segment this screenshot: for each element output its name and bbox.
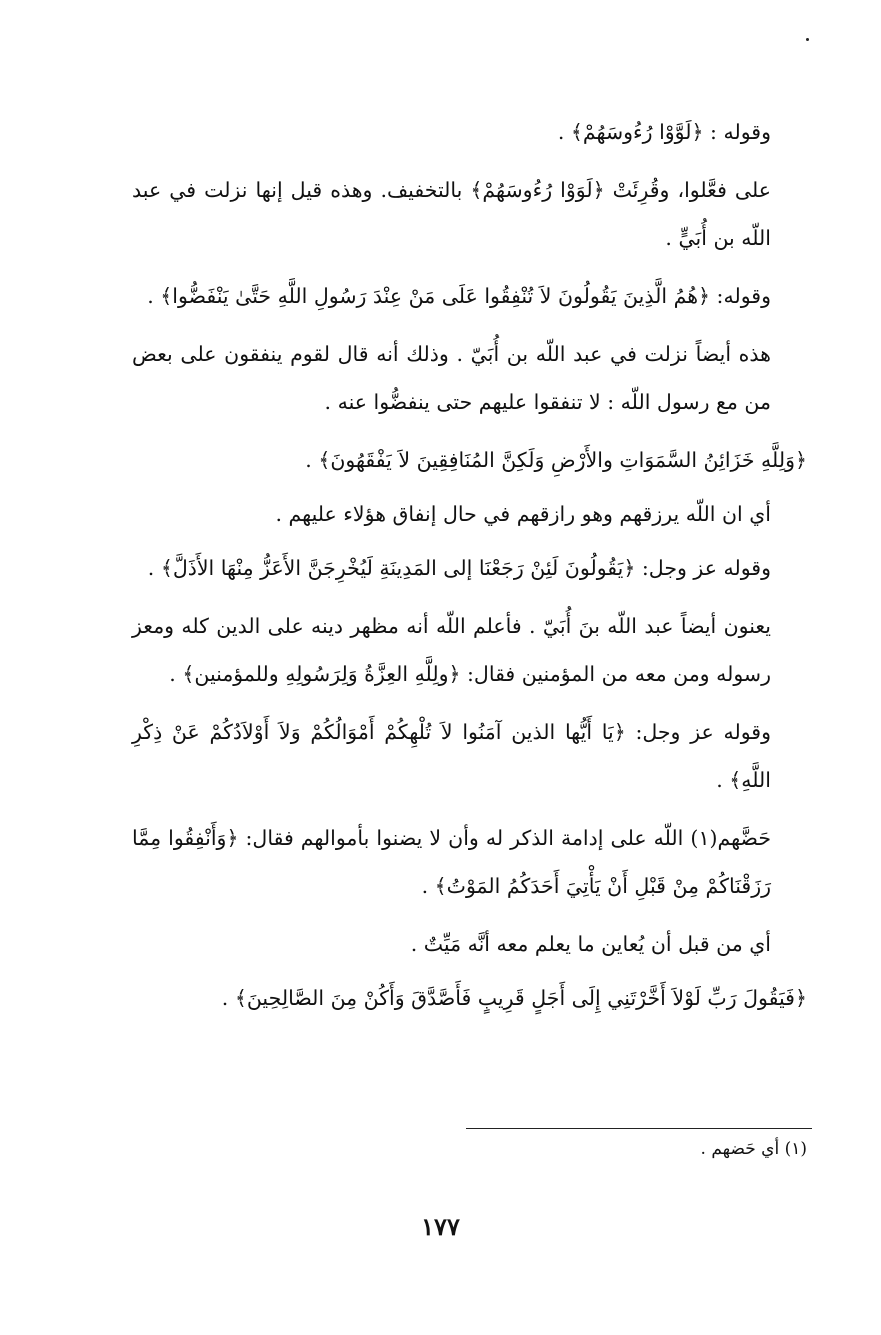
paragraph-11: أي من قبل أن يُعاين ما يعلم معه أنَّه مَيِّتٌ . [410, 932, 771, 956]
paragraph-10: حَضَّهم(١) اللّه على إدامة الذكر له وأن لا يضنوا بأموالهم فقال: ﴿وَأَنْفِقُوا مِمَّا رَزَقْنَاكُمْ مِنْ قَبْلِ أَنْ يَأْتِيَ أَحَدَكُمُ المَوْتُ﴾ . [132, 826, 771, 898]
paragraph-8: يعنون أيضاً عبد اللّه بنَ أُبَيّ . فأعلم اللّه أنه مظهر دينه على الدين كله ومعز رسوله ومن معه من المؤمنين فقال: ﴿ولِلَّهِ العِزَّةُ وَلِرَسُولِهِ وللمؤمنين﴾ . [132, 614, 771, 686]
body-text [132, 108, 807, 1032]
paragraph-3: وقوله: ﴿هُمُ الَّذِينَ يَقُولُونَ لاَ تُنْفِقُوا عَلَى مَنْ عِنْدَ رَسُولِ اللَّهِ حَتَّىٰ يَنْفَضُّوا﴾ . [147, 284, 771, 308]
footnote-rule [466, 1128, 812, 1129]
page-number: ١٧٧ [421, 1212, 460, 1241]
paragraph-2: على فعَّلوا، وقُرِئَتْ ﴿لَوَوْا رُءُوسَهُمْ﴾ بالتخفيف. وهذه قيل إنها نزلت في عبد اللّه بن أُبَيٍّ . [132, 178, 771, 250]
footnote: (١) أي حَضهم . [700, 1139, 807, 1159]
paragraph-5: ﴿وَلِلَّهِ خَزَائِنُ السَّمَوَاتِ والأَرْضِ وَلَكِنَّ المُنَافِقِينَ لاَ يَفْقَهُونَ﴾ . [305, 448, 807, 472]
paragraph-12: ﴿فَيَقُولَ رَبِّ لَوْلاَ أَخَّرْتَنِي إِلَى أَجَلٍ قَرِيبٍ فَأَصَّدَّقَ وَأَكُنْ مِنَ الصَّالِحِينَ﴾ . [221, 986, 807, 1010]
paragraph-9: وقوله عز وجل: ﴿يَا أَيُّها الذين آمَنُوا لاَ تُلْهِكُمْ أَمْوَالُكُمْ وَلاَ أَوْلاَدُكُمْ عَنْ ذِكْرِ اللَّهِ﴾ . [132, 720, 771, 792]
page-speck [806, 38, 809, 41]
paragraph-7: وقوله عز وجل: ﴿يَقُولُونَ لَئِنْ رَجَعْنَا إلى المَدِينَةِ لَيُخْرِجَنَّ الأَعَزُّ مِنْهَا الأَذَلَّ﴾ . [147, 556, 771, 580]
paragraph-1: وقوله : ﴿لَوَّوْا رُءُوسَهُمْ﴾ . [557, 120, 771, 144]
paragraph-4: هذه أيضاً نزلت في عبد اللّه بن أُبَيّ . وذلك أنه قال لقوم ينفقون على بعض من مع رسول اللّه : لا تنفقوا عليهم حتى ينفضُّوا عنه . [132, 342, 771, 414]
paragraph-6: أي ان اللّه يرزقهم وهو رازقهم في حال إنفاق هؤلاء عليهم . [275, 502, 771, 526]
